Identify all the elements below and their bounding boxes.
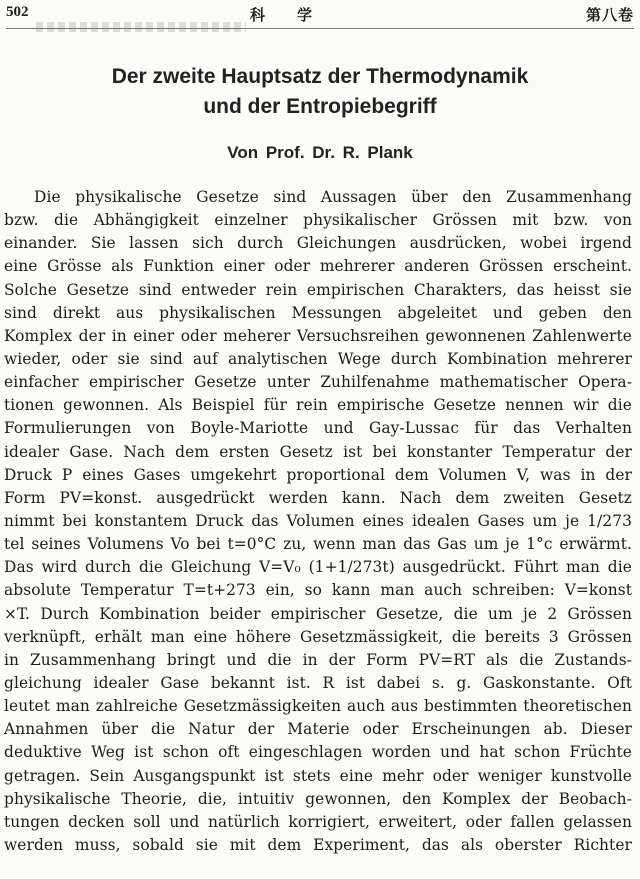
body-text-line: idealer Gase. Nach dem ersten Gesetz ist bei konstanter Temperatur der — [4, 442, 632, 461]
body-text-line: Die physikalische Gesetze sind Aussagen über den Zusammenhang — [34, 188, 632, 206]
body-text-line: einfacher empirischer Gesetze unter Zuhilfenahme mathematischer Opera- — [4, 373, 632, 392]
body-text-line: werden muss, sobald sie mit dem Experiment, das als oberster Richter — [4, 835, 632, 854]
header-rule — [6, 28, 634, 29]
body-text-line: in Zusammenhang bringt und die in der Form PV=RT als die Zustands- — [4, 650, 632, 669]
body-text-line: deduktive Weg ist schon oft eingeschlagen worden und hat schon Früchte — [4, 743, 632, 762]
body-text-line: absolute Temperatur T=t+273 ein, so kann man auch schreiben: V=konst — [4, 581, 632, 600]
body-text-line: Formulierungen von Boyle-Mariotte und Gay-Lussac für das Verhalten — [4, 419, 632, 438]
page-number: 502 — [6, 4, 29, 20]
body-text-line: Das wird durch die Gleichung V=V₀ (1+1/273t) ausgedrückt. Führt man die — [4, 558, 632, 577]
body-text-line: wieder, oder sie sind auf analytischen Wege durch Kombination mehrerer — [4, 349, 632, 368]
body-text-line: tionen gewonnen. Als Beispiel für rein empirische Gesetze nennen wir die — [4, 396, 632, 415]
article-body — [4, 186, 632, 857]
article-title — [0, 62, 640, 122]
body-text-line: gleichung idealer Gase bekannt ist. R ist dabei s. g. Gaskonstante. Oft — [4, 673, 632, 692]
title-line: Der zweite Hauptsatz der Thermodynamik — [111, 65, 529, 88]
body-text-line: ×T. Durch Kombination beider empirischer Gesetze, die um je 2 Grössen — [4, 604, 632, 623]
body-text-line: eine Grösse als Funktion einer oder mehrerer anderen Grössen erscheint. — [4, 257, 632, 276]
body-text-line: Solche Gesetze sind entweder rein empirischen Charakters, das heisst sie — [4, 280, 632, 299]
body-text-line: tungen decken soll und natürlich korrigiert, erweitert, oder fallen gelassen — [4, 812, 632, 831]
body-text-line: getragen. Sein Ausgangspunkt ist stets eine mehr oder weniger kunstvolle — [4, 766, 632, 785]
body-text-line: physikalische Theorie, die, intuitiv gewonnen, den Komplex der Beobach- — [4, 789, 632, 808]
journal-title: 科学 — [250, 8, 345, 24]
body-text-line: Komplex der in einer oder meherer Versuchsreihen gewonnenen Zahlenwerte — [4, 326, 632, 345]
body-text-line: sind direkt aus physikalischen Messungen abgeleitet und geben den — [4, 303, 632, 322]
body-text-line: Annahmen über die Natur der Materie oder Erscheinungen ab. Dieser — [4, 720, 632, 739]
body-text-line: Form PV=konst. ausgedrückt werden kann. Nach dem zweiten Gesetz — [4, 488, 632, 507]
volume-label: 第八卷 — [585, 8, 634, 24]
body-text-line: Druck P eines Gases umgekehrt proportional dem Volumen V, was in der — [4, 465, 632, 484]
body-text-line: leutet man zahlreiche Gesetzmässigkeiten auch aus bestimmten theoretischen — [4, 697, 632, 716]
body-text-line: tel seines Volumens Vo bei t=0°C zu, wenn man das Gas um je 1°c erwärmt. — [4, 535, 632, 554]
body-text-line: bzw. die Abhängigkeit einzelner physikalischer Grössen mit bzw. von — [4, 211, 632, 230]
body-text-line: einander. Sie lassen sich durch Gleichungen ausdrücken, wobei irgend — [4, 234, 632, 253]
body-text-line: verknüpft, erhält man eine höhere Gesetzmässigkeit, die bereits 3 Grössen — [4, 627, 632, 646]
title-line: und der Entropiebegriff — [203, 95, 437, 118]
body-text-line: nimmt bei konstantem Druck das Volumen eines idealen Gases um je 1/273 — [4, 511, 632, 530]
print-smudge — [36, 22, 246, 32]
article-author: Von Prof. Dr. R. Plank — [227, 143, 413, 162]
